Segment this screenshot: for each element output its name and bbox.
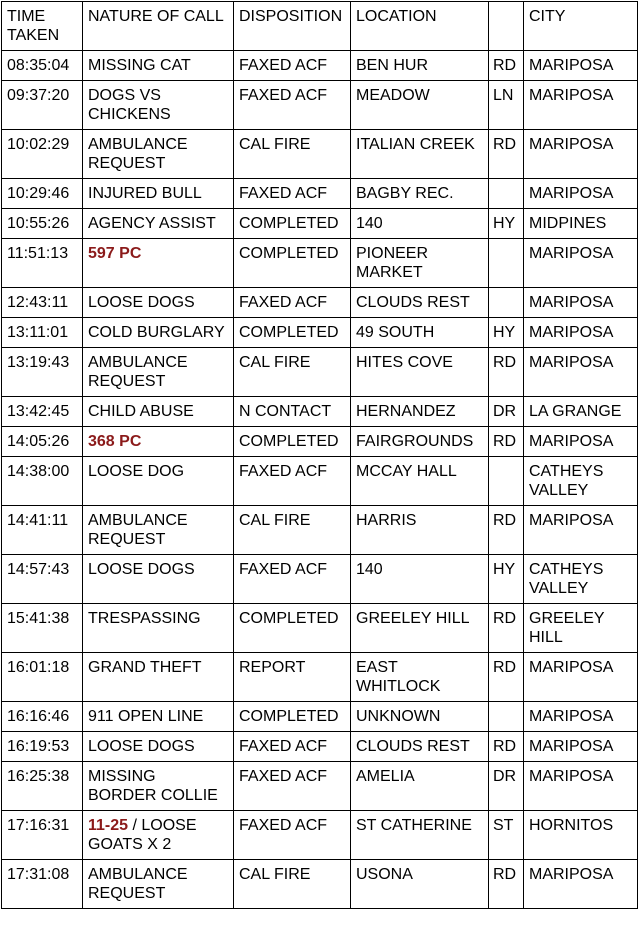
nature-text: DOGS VS CHICKENS — [88, 87, 171, 123]
cell-location: UNKNOWN — [351, 702, 489, 732]
nature-text: AMBULANCE REQUEST — [88, 354, 188, 390]
cell-disposition: FAXED ACF — [234, 555, 351, 604]
cell-location: MCCAY HALL — [351, 457, 489, 506]
header-suffix — [489, 2, 524, 51]
cell-time-taken: 16:01:18 — [2, 653, 83, 702]
cell-disposition: REPORT — [234, 653, 351, 702]
cell-location: USONA — [351, 860, 489, 909]
cell-location: BEN HUR — [351, 51, 489, 81]
cell-location: ITALIAN CREEK — [351, 130, 489, 179]
cell-nature-of-call — [83, 130, 234, 179]
nature-text: COLD BURGLARY — [88, 324, 225, 341]
cell-disposition: FAXED ACF — [234, 51, 351, 81]
table-row — [2, 604, 638, 653]
nature-text: TRESPASSING — [88, 610, 201, 627]
cell-nature-of-call — [83, 51, 234, 81]
nature-text: AMBULANCE REQUEST — [88, 136, 188, 172]
cell-suffix: RD — [489, 51, 524, 81]
cell-time-taken: 11:51:13 — [2, 239, 83, 288]
cell-time-taken: 13:11:01 — [2, 318, 83, 348]
nature-text: 911 OPEN LINE — [88, 708, 204, 725]
cell-disposition: CAL FIRE — [234, 506, 351, 555]
cell-suffix: RD — [489, 130, 524, 179]
cell-suffix — [489, 239, 524, 288]
header-row — [2, 2, 638, 51]
cell-disposition: COMPLETED — [234, 604, 351, 653]
cell-time-taken: 16:25:38 — [2, 762, 83, 811]
cell-time-taken: 09:37:20 — [2, 81, 83, 130]
cell-location: HITES COVE — [351, 348, 489, 397]
cell-city: MARIPOSA — [524, 179, 638, 209]
cell-city: CATHEYS VALLEY — [524, 457, 638, 506]
cell-city: HORNITOS — [524, 811, 638, 860]
cell-nature-of-call — [83, 604, 234, 653]
cell-disposition: COMPLETED — [234, 209, 351, 239]
cell-city: MARIPOSA — [524, 860, 638, 909]
cell-suffix: RD — [489, 506, 524, 555]
call-log-table — [1, 1, 638, 909]
cell-disposition: COMPLETED — [234, 702, 351, 732]
cell-disposition: CAL FIRE — [234, 348, 351, 397]
cell-disposition: COMPLETED — [234, 427, 351, 457]
table-row — [2, 811, 638, 860]
cell-nature-of-call — [83, 506, 234, 555]
cell-city: MARIPOSA — [524, 427, 638, 457]
nature-text: LOOSE DOGS — [88, 294, 195, 311]
cell-time-taken: 10:29:46 — [2, 179, 83, 209]
cell-city: MARIPOSA — [524, 702, 638, 732]
call-log-body — [2, 51, 638, 909]
cell-nature-of-call — [83, 427, 234, 457]
cell-city: MARIPOSA — [524, 348, 638, 397]
table-row — [2, 506, 638, 555]
cell-time-taken: 14:57:43 — [2, 555, 83, 604]
cell-time-taken: 16:16:46 — [2, 702, 83, 732]
table-row — [2, 130, 638, 179]
cell-city: MARIPOSA — [524, 653, 638, 702]
nature-text: CHILD ABUSE — [88, 403, 194, 420]
cell-location: CLOUDS REST — [351, 732, 489, 762]
cell-suffix: ST — [489, 811, 524, 860]
cell-location: EAST WHITLOCK — [351, 653, 489, 702]
cell-suffix — [489, 288, 524, 318]
header-disposition: DISPOSITION — [234, 2, 351, 51]
nature-text: INJURED BULL — [88, 185, 202, 202]
table-row — [2, 81, 638, 130]
cell-suffix: HY — [489, 209, 524, 239]
cell-time-taken: 17:16:31 — [2, 811, 83, 860]
cell-nature-of-call — [83, 288, 234, 318]
nature-text: AGENCY ASSIST — [88, 215, 216, 232]
cell-suffix: RD — [489, 653, 524, 702]
cell-disposition: FAXED ACF — [234, 179, 351, 209]
cell-nature-of-call — [83, 457, 234, 506]
cell-suffix: RD — [489, 732, 524, 762]
cell-suffix: RD — [489, 860, 524, 909]
cell-city: MARIPOSA — [524, 506, 638, 555]
table-row — [2, 732, 638, 762]
cell-disposition: FAXED ACF — [234, 762, 351, 811]
cell-time-taken: 16:19:53 — [2, 732, 83, 762]
nature-text: LOOSE DOGS — [88, 738, 195, 755]
cell-location: CLOUDS REST — [351, 288, 489, 318]
table-row — [2, 860, 638, 909]
cell-location: HARRIS — [351, 506, 489, 555]
cell-suffix — [489, 179, 524, 209]
header-nature-of-call: NATURE OF CALL — [83, 2, 234, 51]
cell-city: MARIPOSA — [524, 288, 638, 318]
cell-location: 49 SOUTH — [351, 318, 489, 348]
cell-disposition: COMPLETED — [234, 318, 351, 348]
nature-text: LOOSE DOG — [88, 463, 185, 480]
nature-text: GRAND THEFT — [88, 659, 202, 676]
cell-disposition: CAL FIRE — [234, 860, 351, 909]
nature-text: MISSING BORDER COLLIE — [88, 768, 218, 804]
cell-suffix — [489, 702, 524, 732]
cell-time-taken: 13:19:43 — [2, 348, 83, 397]
cell-nature-of-call — [83, 653, 234, 702]
cell-city: MARIPOSA — [524, 239, 638, 288]
cell-time-taken: 13:42:45 — [2, 397, 83, 427]
cell-nature-of-call — [83, 348, 234, 397]
cell-location: MEADOW — [351, 81, 489, 130]
cell-location: BAGBY REC. — [351, 179, 489, 209]
cell-nature-of-call — [83, 732, 234, 762]
header-city: CITY — [524, 2, 638, 51]
cell-suffix: RD — [489, 348, 524, 397]
table-row — [2, 318, 638, 348]
cell-nature-of-call — [83, 811, 234, 860]
cell-suffix: HY — [489, 555, 524, 604]
table-row — [2, 179, 638, 209]
nature-text: / LOOSE GOATS X 2 — [88, 817, 197, 853]
cell-nature-of-call — [83, 397, 234, 427]
cell-time-taken: 14:38:00 — [2, 457, 83, 506]
table-row — [2, 397, 638, 427]
cell-city: MIDPINES — [524, 209, 638, 239]
table-row — [2, 288, 638, 318]
header-time-taken: TIME TAKEN — [2, 2, 83, 51]
cell-disposition: N CONTACT — [234, 397, 351, 427]
cell-location: FAIRGROUNDS — [351, 427, 489, 457]
cell-location: PIONEER MARKET — [351, 239, 489, 288]
cell-disposition: FAXED ACF — [234, 288, 351, 318]
cell-nature-of-call — [83, 318, 234, 348]
cell-city: LA GRANGE — [524, 397, 638, 427]
cell-time-taken: 08:35:04 — [2, 51, 83, 81]
nature-text: AMBULANCE REQUEST — [88, 512, 188, 548]
cell-city: MARIPOSA — [524, 318, 638, 348]
cell-nature-of-call — [83, 860, 234, 909]
cell-disposition: CAL FIRE — [234, 130, 351, 179]
cell-time-taken: 10:55:26 — [2, 209, 83, 239]
cell-suffix: DR — [489, 762, 524, 811]
table-row — [2, 653, 638, 702]
table-row — [2, 239, 638, 288]
penal-code: 11-25 — [88, 817, 129, 834]
cell-time-taken: 17:31:08 — [2, 860, 83, 909]
cell-nature-of-call — [83, 239, 234, 288]
table-row — [2, 427, 638, 457]
cell-location: HERNANDEZ — [351, 397, 489, 427]
cell-nature-of-call — [83, 702, 234, 732]
table-row — [2, 702, 638, 732]
cell-disposition: FAXED ACF — [234, 732, 351, 762]
cell-city: MARIPOSA — [524, 732, 638, 762]
cell-suffix: RD — [489, 427, 524, 457]
cell-nature-of-call — [83, 209, 234, 239]
table-row — [2, 51, 638, 81]
cell-location: 140 — [351, 209, 489, 239]
cell-disposition: COMPLETED — [234, 239, 351, 288]
table-row — [2, 555, 638, 604]
cell-time-taken: 12:43:11 — [2, 288, 83, 318]
cell-location: ST CATHERINE — [351, 811, 489, 860]
cell-city: GREELEY HILL — [524, 604, 638, 653]
cell-disposition: FAXED ACF — [234, 811, 351, 860]
cell-disposition: FAXED ACF — [234, 81, 351, 130]
cell-suffix: HY — [489, 318, 524, 348]
cell-time-taken: 15:41:38 — [2, 604, 83, 653]
cell-time-taken: 14:41:11 — [2, 506, 83, 555]
cell-location: AMELIA — [351, 762, 489, 811]
cell-location: GREELEY HILL — [351, 604, 489, 653]
table-row — [2, 762, 638, 811]
cell-nature-of-call — [83, 179, 234, 209]
cell-city: MARIPOSA — [524, 762, 638, 811]
cell-nature-of-call — [83, 81, 234, 130]
cell-time-taken: 10:02:29 — [2, 130, 83, 179]
penal-code: 597 PC — [88, 245, 142, 262]
table-row — [2, 457, 638, 506]
cell-suffix: LN — [489, 81, 524, 130]
table-row — [2, 348, 638, 397]
table-row — [2, 209, 638, 239]
cell-suffix: DR — [489, 397, 524, 427]
nature-text: AMBULANCE REQUEST — [88, 866, 188, 902]
cell-suffix — [489, 457, 524, 506]
cell-location: 140 — [351, 555, 489, 604]
cell-suffix: RD — [489, 604, 524, 653]
penal-code: 368 PC — [88, 433, 142, 450]
cell-nature-of-call — [83, 762, 234, 811]
cell-city: MARIPOSA — [524, 130, 638, 179]
cell-city: CATHEYS VALLEY — [524, 555, 638, 604]
header-location: LOCATION — [351, 2, 489, 51]
cell-disposition: FAXED ACF — [234, 457, 351, 506]
cell-nature-of-call — [83, 555, 234, 604]
cell-time-taken: 14:05:26 — [2, 427, 83, 457]
cell-city: MARIPOSA — [524, 81, 638, 130]
cell-city: MARIPOSA — [524, 51, 638, 81]
nature-text: LOOSE DOGS — [88, 561, 195, 578]
nature-text: MISSING CAT — [88, 57, 191, 74]
